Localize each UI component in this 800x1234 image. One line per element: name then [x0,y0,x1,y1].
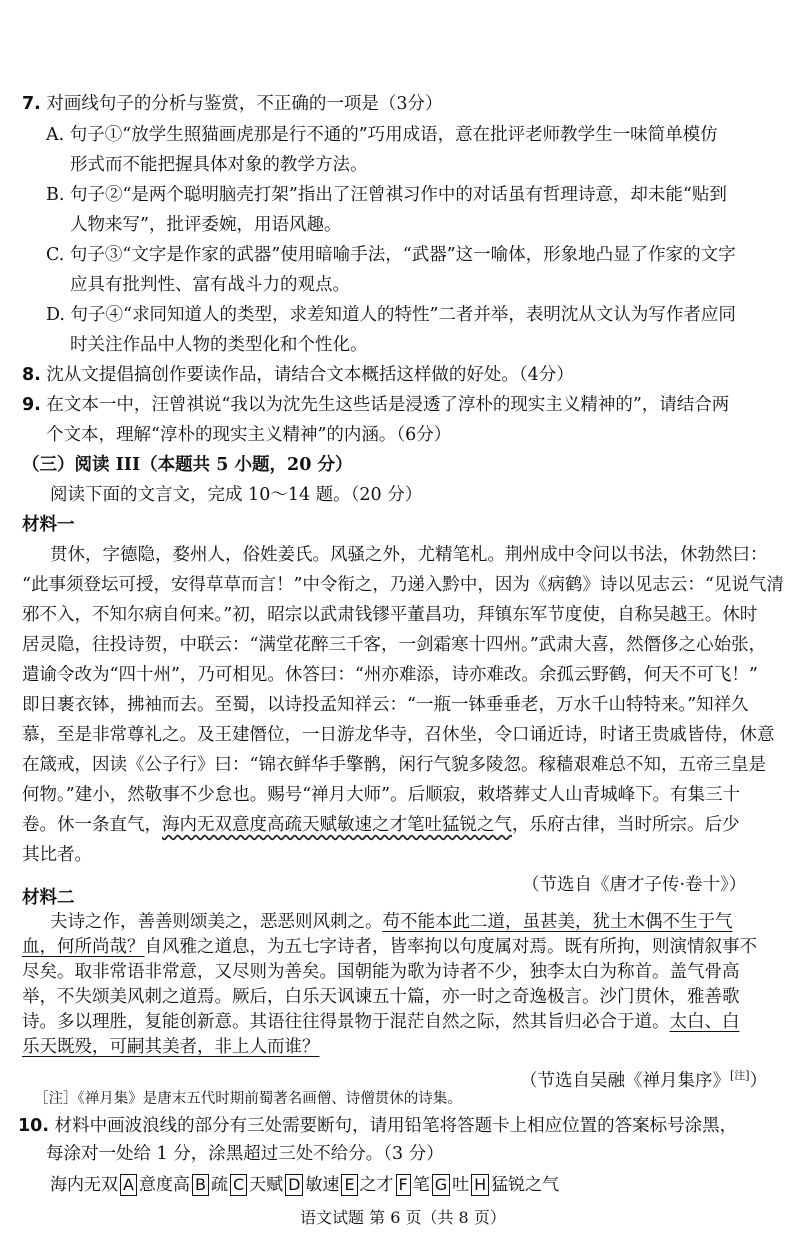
q7-option-a-line2: 形式而不能把握具体对象的教学方法。 [70,155,368,175]
underlined-sentence: 苟不能本此二道，虽甚美，犹土木偶不生于气 [382,912,733,932]
q9-line2: 个文本，理解“淳朴的现实主义精神”的内涵。（6分） [46,425,452,445]
material1-line: “此事须登坛可授，安得草草而言！”中令衔之，乃递入黔中，因为《病鹤》诗以见志云：“见说气清 [22,575,784,595]
material2-line [22,1010,740,1035]
material2-line [22,935,757,960]
material2-source-text: （节选自吴融《禅月集序》 [520,1070,730,1091]
q7-option-d-line2: 时关注作品中人物的类型化和个性化。 [70,335,368,355]
material1-line: 居灵隐，往投诗贺，中联云：“满堂花醉三千客，一剑霜寒十四州。”武肃大喜，然僭侈之心始张， [22,635,767,655]
q7-option-c-line1: C. 句子③“文字是作家的武器”使用暗喻手法，“武器”这一喻体，形象地凸显了作家的文字 [46,245,736,265]
q10-text-line1: 材料中画波浪线的部分有三处需要断句，请用铅笔将答题卡上相应位置的答案标号涂黑， [54,1116,738,1136]
footer-page: 第 6 页（共 8 页） [369,1208,506,1227]
q10-line2: 每涂对一处给 1 分，涂黑超过三处不给分。（3 分） [46,1144,444,1164]
material1-line: 即日裹衣钵，拂袖而去。至蜀，以诗投孟知祥云：“一瓶一钵垂垂老，万水千山特特来。”知祥久 [22,695,749,715]
material2-source-end: ） [749,1070,768,1091]
q10-answer-box-c[interactable]: C [230,1174,247,1196]
material1-line: 遣谕令改为“四十州”，乃可相见。休答曰：“州亦难添，诗亦难改。余孤云野鹤，何天不可飞！” [22,665,758,685]
q7-number: 7. [22,94,41,114]
footer-subject: 语文试题 [300,1208,365,1227]
material2-source [520,1062,767,1095]
footnote: ［注］《禅月集》是唐末五代时期前蜀著名画僧、诗僧贯休的诗集。 [34,1091,462,1107]
q10-answer-box-h[interactable]: H [471,1174,489,1196]
wavy-underlined-passage: 海内无双意度高疏天赋敏速之才笔吐猛锐之气 [162,815,512,835]
q8-number: 8. [22,365,41,385]
q10-answer-box-f[interactable]: F [396,1174,411,1196]
q10-segment: 海内无双 [50,1175,118,1195]
q8 [22,361,574,389]
material2-text: 诗。多以理胜，复能创新意。其语往往得景物于混茫自然之际，然其旨归必合于道。 [22,1012,670,1032]
q10-answer-box-e[interactable]: E [341,1174,357,1196]
material2-line: 举，不失颂美风刺之道焉。厥后，白乐天讽谏五十篇，亦一时之奇逸极言。沙门贯休，雅善歌 [22,987,740,1007]
material1-line: 其比者。 [22,845,92,865]
material1-line: 邪不入，不知尔病自何来。”初，昭宗以武肃钱镠平董昌功，拜镇东军节度使，自称吴越王。休时 [22,605,758,625]
q7-option-a-line1: A. 句子①“放学生照猫画虎那是行不通的”巧用成语，意在批评老师教学生一味简单模仿 [46,125,718,145]
material2-text: 夫诗之作，善善则颂美之，恶恶则风刺之。 [50,912,383,932]
q10-segment: 意度高 [138,1175,190,1195]
q7-stem [22,90,443,118]
q7-option-c-line2: 应具有批判性、富有战斗力的观点。 [70,275,350,295]
section3-title: （三）阅读 III（本题共 5 小题，20 分） [22,455,353,475]
material1-line: 贯休，字德隐，婺州人，俗姓姜氏。风骚之外，尤精笔札。荆州成中令问以书法，休勃然曰： [50,545,768,565]
q10-answer-row [50,1174,559,1196]
material1-line-wavy [22,811,740,839]
q10-segment: 敏速 [305,1175,340,1195]
q7-option-b-line1: B. 句子②“是两个聪明脑壳打架”指出了汪曾祺习作中的对话虽有哲理诗意，却未能“贴到 [46,185,727,205]
q10-segment: 猛锐之气 [491,1175,560,1195]
page-footer [300,1204,506,1232]
q10-answer-box-d[interactable]: D [285,1174,303,1196]
material2-title: 材料二 [22,888,75,908]
material2-text: 自风雅之道息，为五七字诗者，皆率拘以句度属对焉。既有所拘，则演情叙事不 [144,937,757,957]
q7-stem-text: 对画线句子的分析与鉴赏，不正确的一项是（3分） [46,94,443,114]
q10-line1 [18,1112,737,1140]
material1-source: （节选自《唐才子传·卷十》） [522,875,747,895]
q10-answer-box-g[interactable]: G [432,1174,450,1196]
q10-segment: 吐 [452,1175,470,1195]
material2-line [50,910,733,935]
q7-option-d-line1: D. 句子④“求同知道人的类型，求差知道人的特性”二者并举，表明沈从文认为写作者应同 [46,305,736,325]
q7-option-b-line2: 人物来写”，批评委婉，用语风趣。 [70,215,342,235]
q10-answer-box-a[interactable]: A [120,1174,137,1196]
underlined-sentence: 太白、白 [669,1012,740,1032]
q10-segment: 疏 [210,1175,228,1195]
underlined-sentence: 血，何所尚哉？ [22,937,145,957]
underlined-sentence: 乐天既殁，可嗣其美者，非上人而谁？ [22,1037,320,1057]
material1-text: 卷。休一条直气， [22,815,162,835]
material1-line: 慕，至是非常尊礼之。及王建僭位，一日游龙华寺，召休坐，令口诵近诗，时诸王贵戚皆侍，休意 [22,725,775,745]
q10-answer-box-b[interactable]: B [192,1174,209,1196]
q10-segment: 笔 [412,1175,430,1195]
q9-number: 9. [22,395,41,415]
q10-segment: 之才 [359,1175,394,1195]
material2-line [22,1035,320,1060]
q8-text: 沈从文提倡搞创作要读作品，请结合文本概括这样做的好处。（4分） [46,365,574,385]
material2-line: 尽矣。取非常语非常意，又尽则为善矣。国朝能为歌为诗者不少，独李太白为称首。盖气骨高 [22,962,740,982]
material1-text: ，乐府古律，当时所宗。后少 [512,815,740,835]
note-marker: [注] [730,1069,750,1082]
q10-segment: 天赋 [249,1175,284,1195]
material1-line: 在箴戒，因读《公子行》曰：“锦衣鲜华手擎鹘，闲行气貌多陵忽。稼穑艰难总不知，五帝三皇是 [22,755,766,775]
q9-text-line1: 在文本一中，汪曾祺说“我以为沈先生这些话是浸透了淳朴的现实主义精神的”，请结合两 [46,395,730,415]
section3-intro: 阅读下面的文言文，完成 10～14 题。（20 分） [50,485,423,505]
q9-line1 [22,391,729,419]
material1-line: 何物。”建小，然敬事不少怠也。赐号“禅月大师”。后顺寂，敕塔葬丈人山青城峰下。有集三十 [22,785,741,805]
q10-number: 10. [18,1116,50,1136]
material1-title: 材料一 [22,515,75,535]
